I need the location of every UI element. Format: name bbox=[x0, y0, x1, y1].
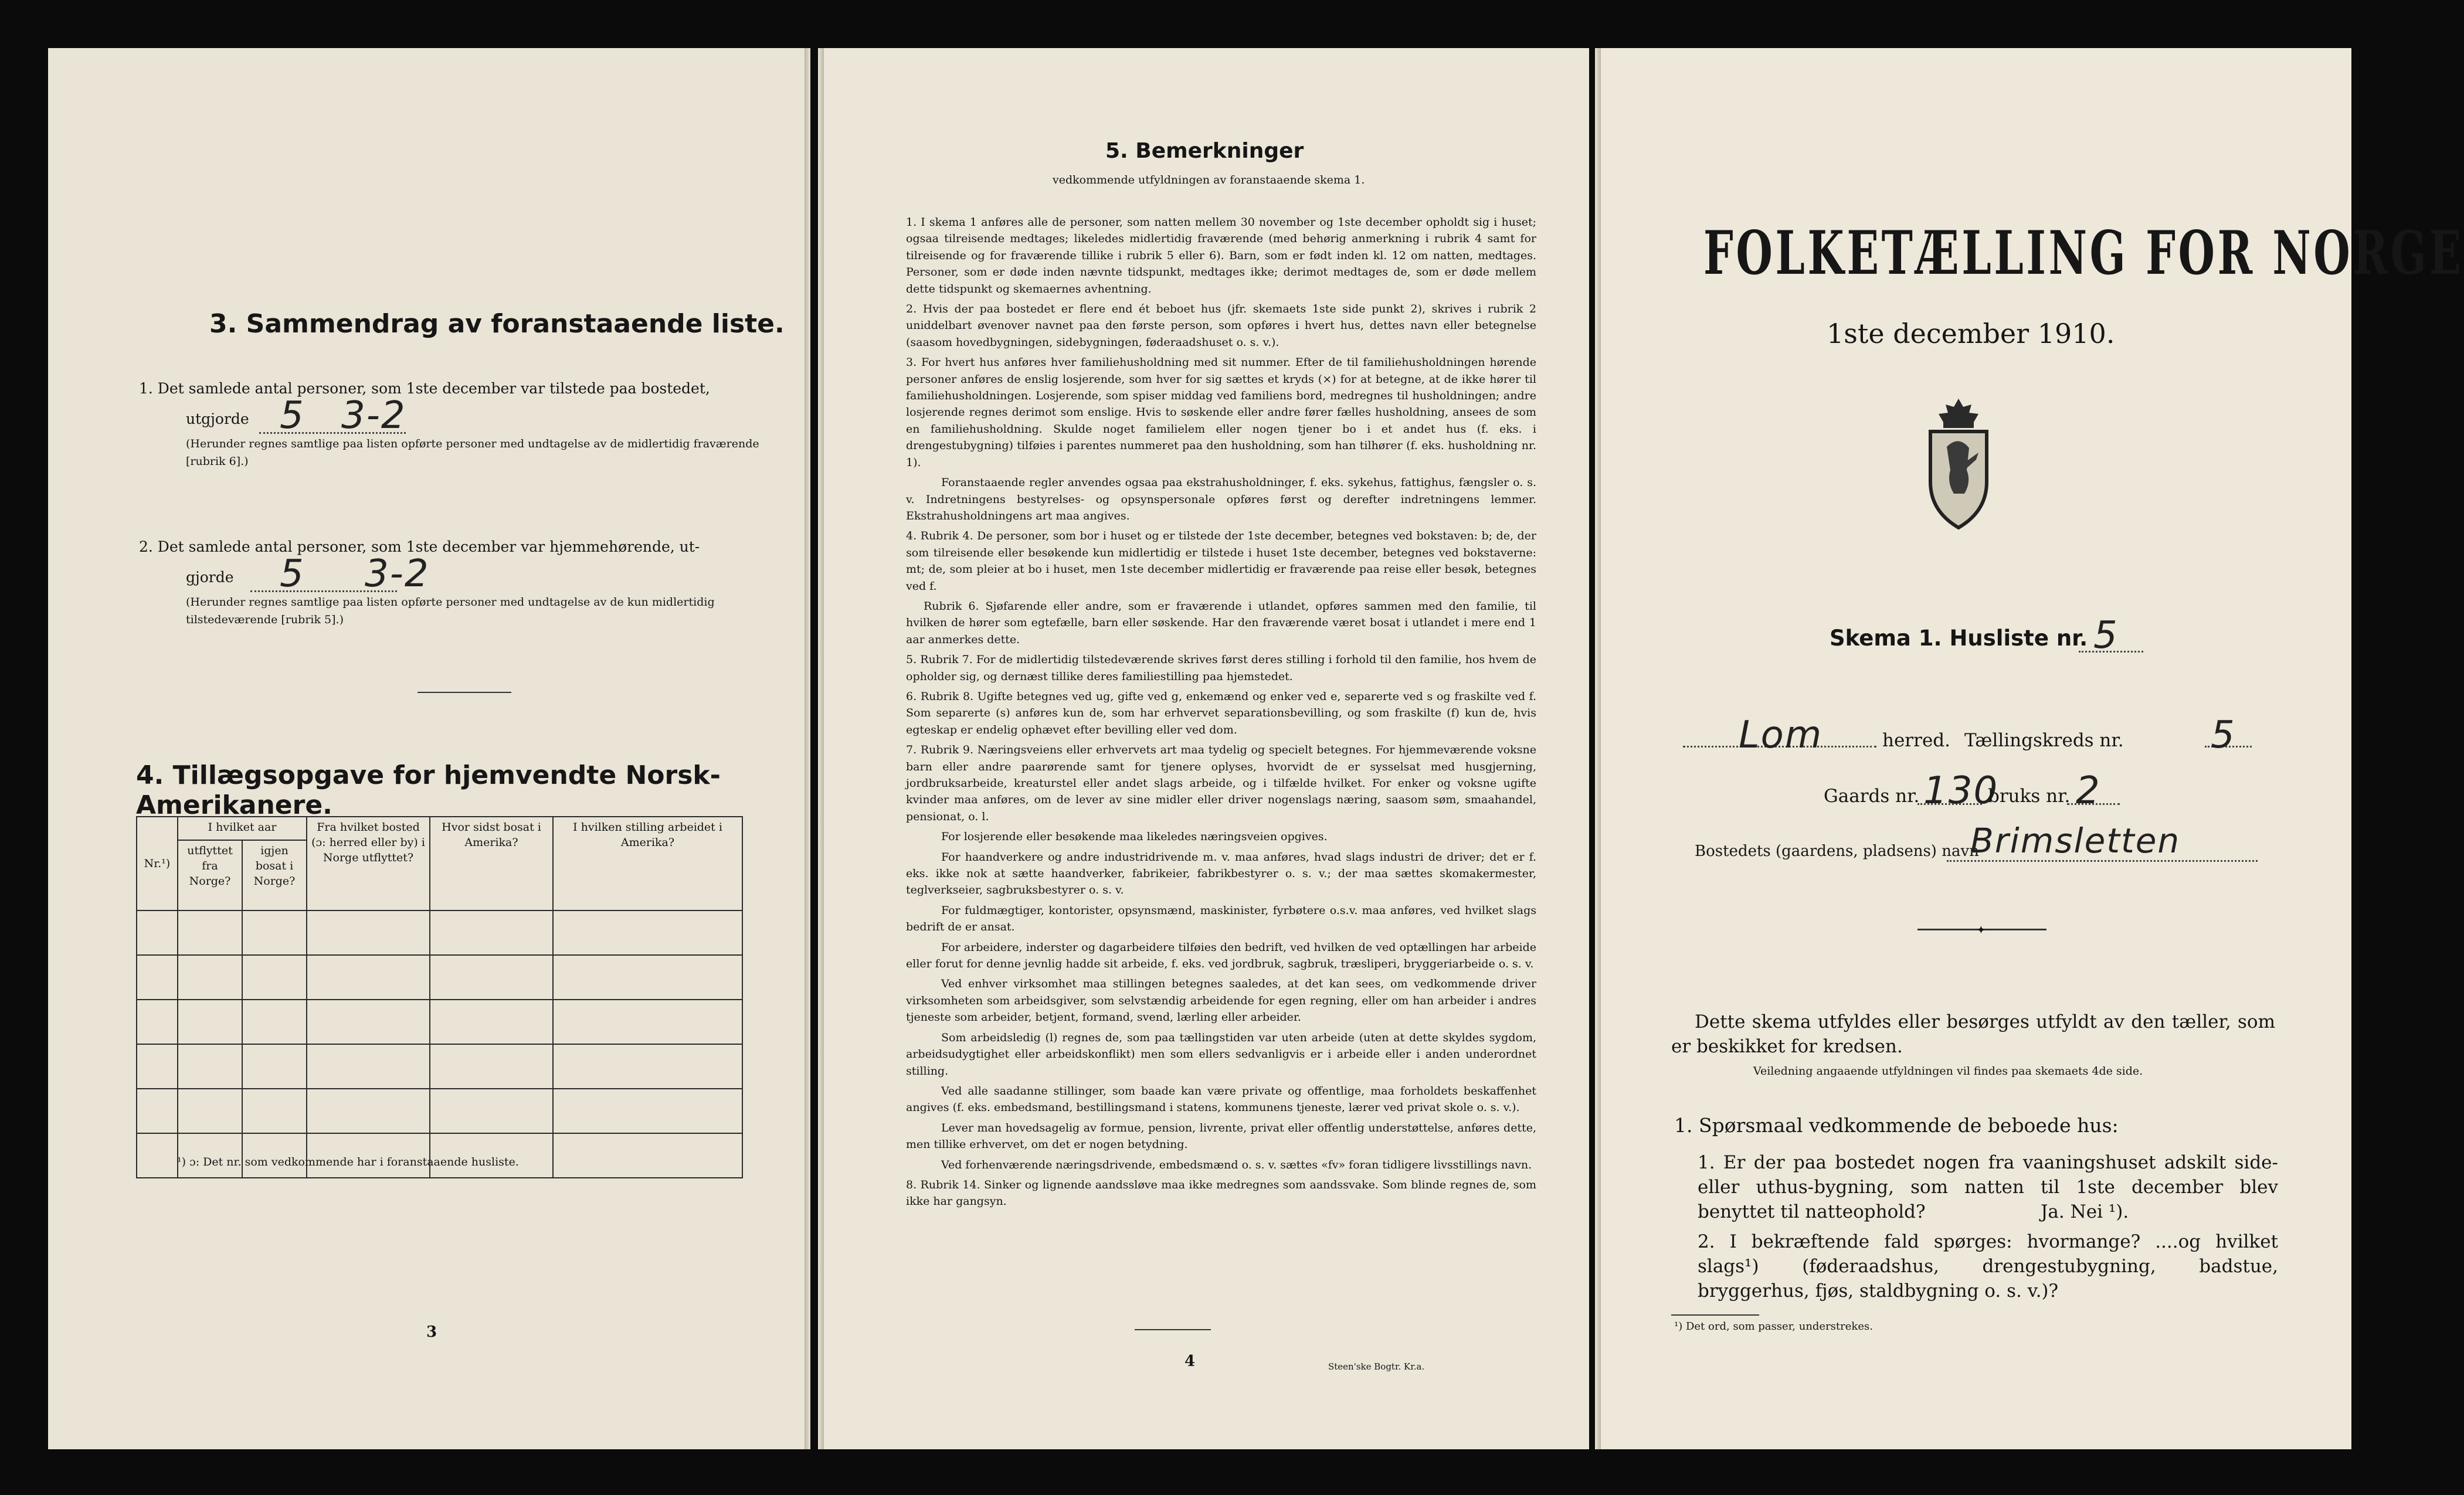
bosted-value: Brimsletten bbox=[1970, 821, 2181, 861]
section3-title: 3. Sammendrag av foranstaaende liste. bbox=[209, 309, 785, 339]
norsk-amerikanere-table bbox=[136, 816, 743, 1178]
footnote: ¹) ɔ: Det nr. som vedkommende har i foranstaaende husliste. bbox=[177, 1156, 519, 1168]
remark-paragraph: 5. Rubrik 7. For de midlertidig tilstedeværende skrives først deres stilling i forhold til den familie, hos hvem de opholder sig, og dernæst tillike deres familiestilling paa hjemstedet. bbox=[906, 653, 1536, 683]
table-row bbox=[137, 1089, 742, 1133]
middle-page bbox=[818, 48, 1589, 1449]
main-title: FOLKETÆLLING FOR NORGE bbox=[1703, 218, 2464, 288]
remark-paragraph: 7. Rubrik 9. Næringsveiens eller erhvervets art maa tydelig og specielt betegnes. For hjemmeværende voksne barn eller andre paarørende samt for tjenere oplyses, hvorvidt de er sysselsat med husgjerning, jordbruksarbeide, kreaturstel eller andet slags arbeide, og i tilfælde hvilket. For enker og voksne ugifte kvinder maa anføres, om de lever av sine midler eller driver nogenslags næring, saasom søm, smaahandel, pensionat, o. l. bbox=[906, 743, 1536, 823]
census-date: 1ste december 1910. bbox=[1827, 318, 2115, 349]
question-2: 2. I bekræftende fald spørges: hvormange? ....og hvilket slags¹) (føderaadshus, drengestubygning, badstue, bryggerhus, fjøs, staldbygning o. s. v.)? bbox=[1698, 1231, 2278, 1302]
item2-note: (Herunder regnes samtlige paa listen opførte personer med undtagelse av de kun midlertidig tilstedeværende [rubrik 5].) bbox=[186, 596, 715, 626]
gaards-value: 130 bbox=[1923, 769, 1999, 813]
gaards-label: Gaards nr. bbox=[1824, 786, 1920, 807]
remark-paragraph: Ved forhenværende næringsdrivende, embedsmænd o. s. v. sættes «fv» foran tidligere livsstillings navn. bbox=[941, 1158, 1532, 1171]
schema-label: Skema 1. Husliste nr. bbox=[1830, 626, 2088, 651]
divider bbox=[1135, 1329, 1211, 1330]
left-page bbox=[48, 48, 810, 1449]
footnote: ¹) Det ord, som passer, understrekes. bbox=[1674, 1320, 1873, 1333]
printer-imprint: Steen'ske Bogtr. Kr.a. bbox=[1328, 1361, 1425, 1372]
col-nr: Nr.¹) bbox=[137, 817, 178, 910]
question-heading: 1. Spørsmaal vedkommende de beboede hus: bbox=[1674, 1114, 2119, 1137]
ornament-icon: ✦ bbox=[1976, 923, 1986, 937]
remarks-body bbox=[906, 214, 1536, 1214]
remark-paragraph: Som arbeidsledig (l) regnes de, som paa tællingstiden var uten arbeide (uten at dette skyldes sygdom, arbeidsudygtighet eller arbeidskonflikt) men som ellers sedvanligvis er i arbeide eller i anden underordnet stilling. bbox=[906, 1031, 1536, 1078]
item1-text: 1. Det samlede antal personer, som 1ste december var tilstede paa bostedet, bbox=[139, 380, 710, 397]
remark-paragraph: 1. I skema 1 anføres alle de personer, som natten mellem 30 november og 1ste december opholdt sig i huset; ogsaa tilreisende medtages; likeledes midlertidig fraværende (med behørig anmerkning i rubrik 4 samt for tilreisende og for fraværende tillike i rubrik 5 eller 6). Barn, som er født inden kl. 12 om natten, medtages. Personer, som er døde inden nævnte tidspunkt, medtages ikke; derimot medtages de, som er døde mellem dette tidspunkt og skemaernes avhentning. bbox=[906, 216, 1536, 295]
krets-label: Tællingskreds nr. bbox=[1964, 730, 2124, 751]
item1-note: (Herunder regnes samtlige paa listen opførte personer med undtagelse av de midlertidig fraværende [rubrik 6].) bbox=[186, 437, 759, 468]
herred-value: Lom bbox=[1739, 713, 1823, 757]
table-row bbox=[137, 955, 742, 1000]
item2-value: 5 bbox=[280, 552, 305, 596]
remark-paragraph: For arbeidere, inderster og dagarbeidere tilføies den bedrift, ved hvilken de ved optællingen har arbeide eller forut for denne jevnlig hadde sit arbeide, f. eks. ved jordbruk, sagbruk, træsliperi, bryggeriarbeide o. s. v. bbox=[906, 940, 1536, 971]
item2-handwritten: 3-2 bbox=[365, 552, 430, 596]
divider bbox=[418, 692, 511, 693]
remark-paragraph: Lever man hovedsagelig av formue, pension, livrente, privat eller offentlig understøttelse, anføres dette, men tillike erhvervet, om det er nogen betydning. bbox=[906, 1121, 1536, 1151]
item2-prefix: gjorde bbox=[186, 569, 234, 586]
right-page bbox=[1595, 48, 2464, 1449]
bruks-label: bruks nr. bbox=[1988, 786, 2071, 807]
col-sidst-bosat: Hvor sidst bosat i Amerika? bbox=[430, 817, 553, 910]
table-row bbox=[137, 1000, 742, 1044]
bruks-value: 2 bbox=[2076, 769, 2101, 813]
coat-of-arms-icon bbox=[1917, 394, 2000, 535]
col-fra-bosted: Fra hvilket bosted (ɔ: herred eller by) i Norge utflyttet? bbox=[307, 817, 430, 910]
remark-paragraph: 8. Rubrik 14. Sinker og lignende aandssløve maa ikke medregnes som aandssvake. Som blinde regnes de, som ikke har gangsyn. bbox=[906, 1178, 1536, 1208]
bosted-label: Bostedets (gaardens, pladsens) navn bbox=[1695, 842, 1979, 860]
page-number: 3 bbox=[426, 1323, 437, 1341]
question-1: 1. Er der paa bostedet nogen fra vaaningshuset adskilt side- eller uthus-bygning, som natten til 1ste december blev benyttet til natteophold? bbox=[1698, 1152, 2278, 1222]
question-1-answer: Ja. Nei ¹). bbox=[2041, 1201, 2129, 1222]
item1-handwritten: 3-2 bbox=[341, 394, 406, 437]
remark-paragraph: 3. For hvert hus anføres hver familiehusholdning med sit nummer. Efter de til familiehusholdningen hørende personer anføres de enslig losjerende, som hver for sig sættes et kryds (×) for at betegne, at de ikke hører til familiehusholdningen. Losjerende, som spiser middag ved familiens bord, medregnes til husholdningen; andre losjerende regnes derimot som enslige. Hvis to søskende eller andre fører fælles husholdning, ansees de som en familiehusholdning. Skulde noget familielem eller nogen tjener bo i et andet hus (f. eks. i drengestubygning) tilføies i parentes nummeret paa den husholdning, som han tilhører (f. eks. husholdning nr. 1). bbox=[906, 356, 1536, 469]
remark-paragraph: For fuldmægtiger, kontorister, opsynsmænd, maskinister, fyrbøtere o.s.v. maa anføres, ved hvilket slags bedrift de er ansat. bbox=[906, 903, 1536, 934]
remark-paragraph: 2. Hvis der paa bostedet er flere end ét beboet hus (jfr. skemaets 1ste side punkt 2), skrives i rubrik 2 uniddelbart øvenover navnet paa den første person, som opføres i hvert hus, dettes navn eller betegnelse (saasom hovedbygningen, sidebygningen, føderaadshuset o. s. v.). bbox=[906, 303, 1536, 349]
item2-text: 2. Det samlede antal personer, som 1ste december var hjemmehørende, ut- bbox=[139, 538, 700, 555]
col-stilling: I hvilken stilling arbeidet i Amerika? bbox=[553, 817, 742, 910]
item1-prefix: utgjorde bbox=[186, 410, 249, 427]
remark-paragraph: 6. Rubrik 8. Ugifte betegnes ved ug, gifte ved g, enkemænd og enker ved e, separerte ved s og fraskilte ved f. Som separerte (s) anføres kun de, som har erhvervet separationsbevilling, og som fraskilte (f) kun de, hvis egteskap er endelig ophævet efter bevilling eller ved dom. bbox=[906, 689, 1536, 736]
instructions: Dette skema utfyldes eller besørges utfyldt av den tæller, som er beskikket for kredsen. bbox=[1671, 1011, 2275, 1057]
table-row bbox=[137, 910, 742, 955]
remark-paragraph: For haandverkere og andre industridrivende m. v. maa anføres, hvad slags industri de driver; det er f. eks. ikke nok at sætte haandverker, fabrikeier, fabrikbestyrer o. s. v.; der maa sættes skomakermester, teglverkseier, sagbruksbestyrer o. s. v. bbox=[906, 850, 1536, 897]
remark-paragraph: Foranstaaende regler anvendes ogsaa paa ekstrahusholdninger, f. eks. sykehus, fattighus, fængsler o. s. v. Indretningens bestyrelses- og opsynspersonale opføres først og derefter indretningens lemmer. Ekstrahusholdningens art maa angives. bbox=[906, 476, 1536, 522]
divider bbox=[1671, 1314, 1759, 1316]
col-utflyttet: utflyttet fra Norge? bbox=[178, 840, 242, 910]
remark-paragraph: Ved enhver virksomhet maa stillingen betegnes saaledes, at det kan sees, om vedkommende driver virksomheten som arbeidsgiver, som selvstændig arbeidende for egen regning, eller om han arbeider i andres tjeneste som arbeider, betjent, formand, svend, lærling eller arbeider. bbox=[906, 977, 1536, 1024]
col-igjen-bosat: igjen bosat i Norge? bbox=[242, 840, 307, 910]
table-row bbox=[137, 1044, 742, 1089]
item1-value: 5 bbox=[280, 394, 305, 437]
herred-label: herred. bbox=[1882, 730, 1950, 751]
krets-value: 5 bbox=[2211, 713, 2236, 757]
remark-paragraph: Rubrik 6. Sjøfarende eller andre, som er fraværende i utlandet, opføres sammen med den familie, til hvilken de hører som egtefælle, barn eller søskende. Har den fraværende været bosat i utlandet i mere end 1 aar anmerkes dette. bbox=[906, 599, 1536, 646]
remark-paragraph: 4. Rubrik 4. De personer, som bor i huset og er tilstede der 1ste december, betegnes ved bokstaven: b; de, der som tilreisende eller besøkende kun midlertidig er tilstede i huset 1ste december, betegnes ved bokstaverne: mt; de, som pleier at bo i huset, men 1ste december midlertidig er fraværende paa reise eller besøk, betegnes ved f. bbox=[906, 529, 1536, 593]
remark-paragraph: For losjerende eller besøkende maa likeledes næringsveien opgives. bbox=[941, 830, 1328, 844]
page-number: 4 bbox=[1185, 1353, 1196, 1370]
remarks-subtitle: vedkommende utfyldningen av foranstaaende skema 1. bbox=[1053, 174, 1365, 186]
schema-value: 5 bbox=[2093, 614, 2119, 657]
remarks-title: 5. Bemerkninger bbox=[1105, 139, 1304, 163]
instructions-small: Veiledning angaaende utfyldningen vil findes paa skemaets 4de side. bbox=[1753, 1065, 2143, 1078]
remark-paragraph: Ved alle saadanne stillinger, som baade kan være private og offentlige, maa forholdets beskaffenhet angives (f. eks. embedsmand, bestillingsmand i statens, kommunens tjeneste, lærer ved privat skole o. s. v.). bbox=[906, 1084, 1536, 1115]
col-group-aar: I hvilket aar bbox=[178, 817, 307, 840]
section4-title: 4. Tillægsopgave for hjemvendte Norsk-Amerikanere. bbox=[136, 760, 721, 820]
